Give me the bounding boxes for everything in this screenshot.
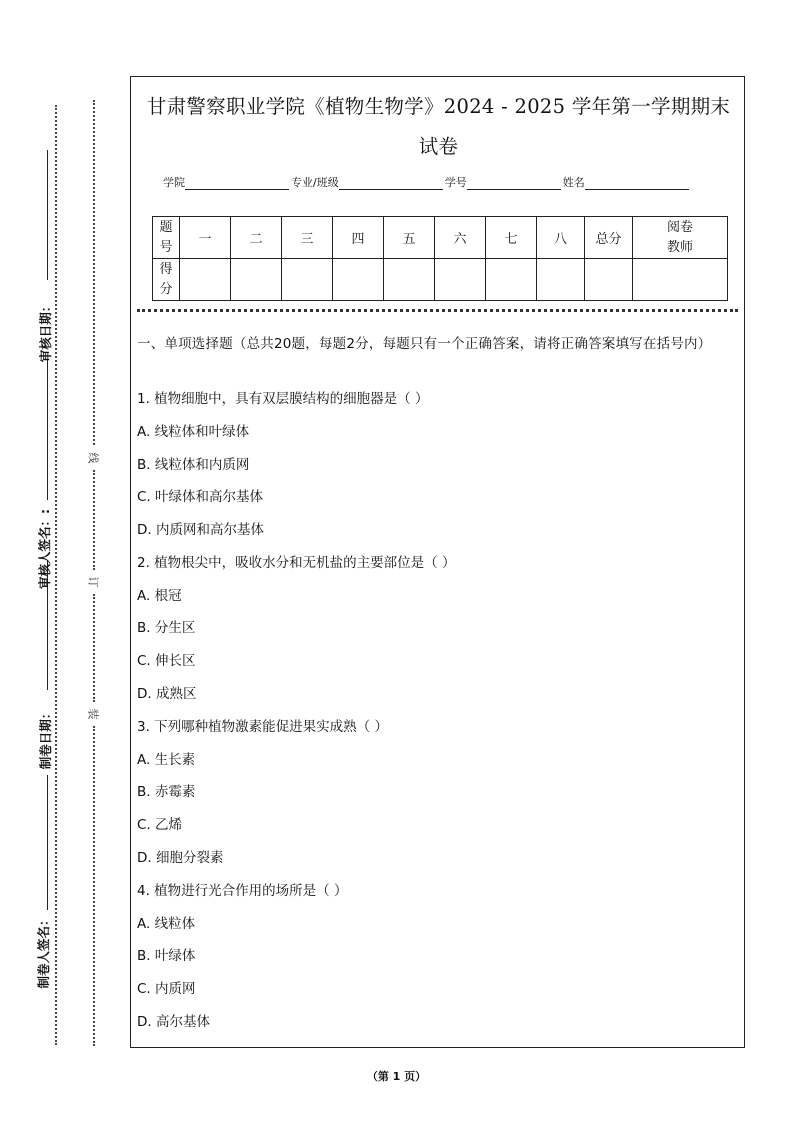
bind-install-char: 装 [86, 708, 100, 720]
score-cell-total[interactable] [585, 259, 633, 301]
bind-line-char: 线 [86, 452, 100, 464]
reviewer-signature-label: 审核人签名：: [37, 509, 52, 589]
student-id-field[interactable] [467, 177, 561, 190]
section-heading: 一、单项选择题（总共20题，每题2分，每题只有一个正确答案，请将正确答案填写在括号内） [137, 336, 712, 352]
major-field[interactable] [339, 177, 443, 190]
score-col-1: 一 [180, 217, 231, 259]
score-col-6: 六 [435, 217, 486, 259]
question-2: 2. 植物根尖中，吸收水分和无机盐的主要部位是（ ） [137, 555, 456, 571]
score-col-7: 七 [486, 217, 537, 259]
score-table-score-row [153, 259, 728, 301]
score-col-total: 总分 [585, 217, 633, 259]
college-label: 学院 [163, 176, 185, 189]
score-cell-reviewer[interactable] [633, 259, 728, 301]
score-cell-2[interactable] [231, 259, 282, 301]
question-4: 4. 植物进行光合作用的场所是（ ） [137, 883, 348, 899]
question-number-label: 题号 [153, 217, 180, 259]
question-4-option-b: B. 叶绿体 [137, 948, 196, 964]
prepare-date-label: 制卷日期： [38, 706, 53, 770]
question-1-option-d: D. 内质网和高尔基体 [137, 522, 264, 538]
score-table [152, 216, 728, 301]
question-4-option-a: A. 线粒体 [137, 916, 196, 932]
exam-title-continued: 试卷 [418, 135, 459, 158]
name-field[interactable] [585, 177, 689, 190]
binding-dotted-line-3 [93, 594, 95, 702]
review-date-line [47, 150, 48, 280]
college-field[interactable] [185, 177, 289, 190]
question-3-option-a: A. 生长素 [137, 752, 196, 768]
score-cell-1[interactable] [180, 259, 231, 301]
question-1-option-a: A. 线粒体和叶绿体 [137, 424, 250, 440]
name-label: 姓名 [562, 176, 585, 189]
question-2-option-a: A. 根冠 [137, 588, 182, 604]
question-1-option-b: B. 线粒体和内质网 [137, 457, 250, 473]
bind-order-char: 订 [86, 576, 100, 588]
student-id-label: 学号 [444, 176, 467, 189]
binding-dotted-line-2 [93, 470, 95, 570]
question-4-option-d: D. 高尔基体 [137, 1014, 210, 1030]
reviewer-col: 阅卷教师 [633, 217, 728, 259]
question-2-option-d: D. 成熟区 [137, 686, 197, 702]
exam-title: 甘肃警察职业学院《植物生物学》2024 - 2025 学年第一学期期末 [146, 95, 731, 118]
question-3-option-b: B. 赤霉素 [137, 784, 196, 800]
page-number: （第 1 页） [366, 1070, 427, 1083]
score-col-8: 八 [537, 217, 585, 259]
score-cell-4[interactable] [333, 259, 384, 301]
score-cell-8[interactable] [537, 259, 585, 301]
exam-frame [130, 76, 745, 1048]
score-cell-6[interactable] [435, 259, 486, 301]
binding-dotted-line [93, 100, 95, 445]
score-cell-7[interactable] [486, 259, 537, 301]
score-label: 得分 [153, 259, 180, 301]
section-divider [137, 309, 738, 312]
question-1-option-c: C. 叶绿体和高尔基体 [137, 489, 264, 505]
score-col-5: 五 [384, 217, 435, 259]
score-col-4: 四 [333, 217, 384, 259]
score-table-header-row [153, 217, 728, 259]
question-2-option-c: C. 伸长区 [137, 653, 196, 669]
review-date-label: 审核日期： [38, 299, 53, 363]
question-1: 1. 植物细胞中，具有双层膜结构的细胞器是（ ） [137, 391, 429, 407]
question-3-option-d: D. 细胞分裂素 [137, 850, 224, 866]
preparer-signature-label: 制卷人签名： [36, 913, 51, 989]
margin-dotted-line-left [55, 105, 57, 1045]
question-2-option-b: B. 分生区 [137, 620, 196, 636]
binding-dotted-line-4 [93, 726, 95, 1046]
reviewer-signature-line [47, 360, 48, 500]
score-cell-3[interactable] [282, 259, 333, 301]
student-info-row [163, 174, 691, 190]
question-4-option-c: C. 内质网 [137, 981, 196, 997]
score-cell-5[interactable] [384, 259, 435, 301]
score-col-2: 二 [231, 217, 282, 259]
major-label: 专业/班级 [291, 176, 339, 189]
preparer-signature-line [47, 775, 48, 910]
score-col-3: 三 [282, 217, 333, 259]
question-3: 3. 下列哪种植物激素能促进果实成熟（ ） [137, 719, 388, 735]
question-3-option-c: C. 乙烯 [137, 817, 183, 833]
